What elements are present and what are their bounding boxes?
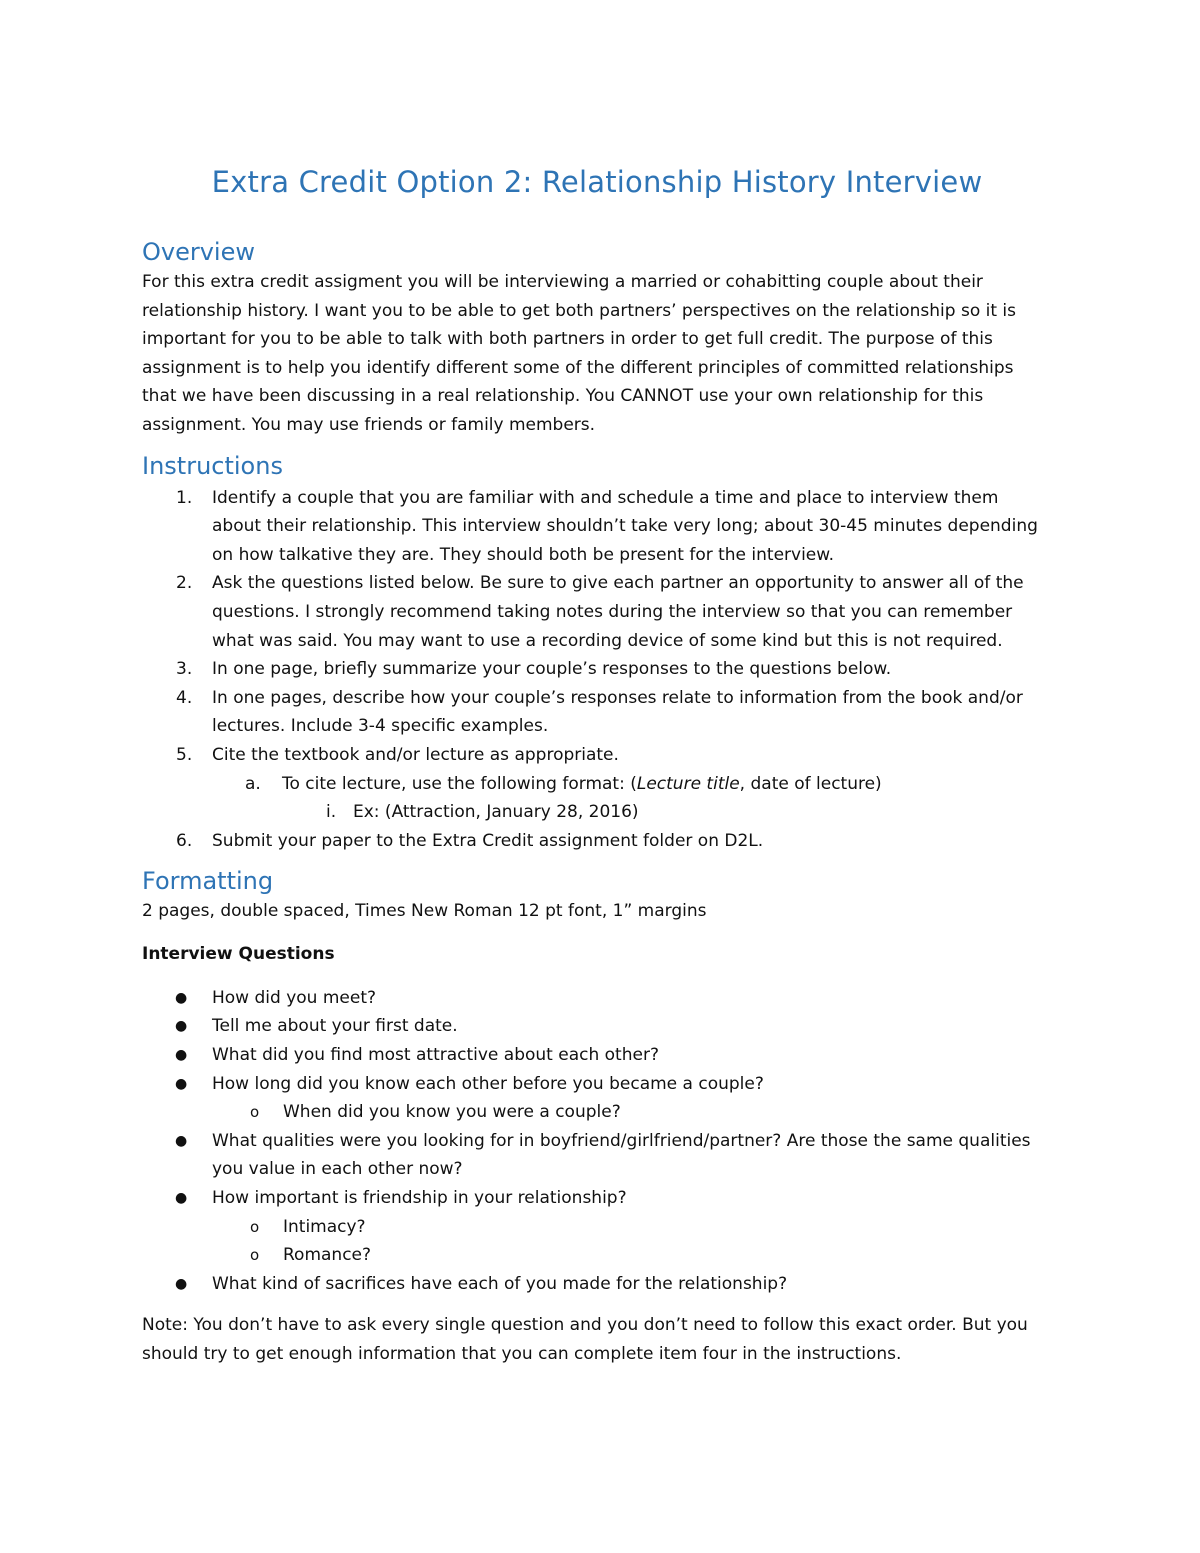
interview-questions-list-continued xyxy=(142,1127,1052,1213)
question-text: How long did you know each other before you became a couple? xyxy=(212,1073,764,1094)
instruction-step-3 xyxy=(142,655,1052,684)
instructions-list-continued xyxy=(142,827,1052,856)
step-number: 3. xyxy=(176,659,193,680)
substep-text: Ex: (Attraction, January 28, 2016) xyxy=(353,802,639,823)
step-number: 6. xyxy=(176,830,193,851)
question-text: What kind of sacrifices have each of you made for the relationship? xyxy=(212,1273,788,1294)
note-paragraph xyxy=(142,1311,1052,1369)
substep-suffix: , date of lecture) xyxy=(739,773,882,794)
substep-letter: a. xyxy=(245,773,261,794)
bullet-icon: ● xyxy=(175,1018,188,1035)
note-label: Note: xyxy=(142,1315,188,1336)
note-text: You don’t have to ask every single question and you don’t need to follow this exact order. But you should try to get enough information that you can complete item four in the instructions. xyxy=(142,1315,1028,1365)
question-subtext: Romance? xyxy=(283,1245,372,1266)
step-text: Identify a couple that you are familiar with and schedule a time and place to interview them about their relationship. This interview shouldn’t take very long; about 30-45 minutes depending on how talkative they are. They should both be present for the interview. xyxy=(212,487,1038,565)
bullet-icon: ● xyxy=(175,1275,188,1292)
sub-bullet-icon: o xyxy=(250,1217,260,1236)
question-item xyxy=(142,984,1052,1013)
question-subtext: When did you know you were a couple? xyxy=(283,1102,621,1123)
question-item xyxy=(142,1070,1052,1099)
instructions-list xyxy=(142,484,1052,770)
instruction-substep-i xyxy=(142,798,1052,827)
question-subitem xyxy=(142,1241,1052,1270)
formatting-heading: Formatting xyxy=(142,867,274,896)
interview-questions-list-final xyxy=(142,1270,1052,1299)
question-item xyxy=(142,1184,1052,1213)
question-subtext: Intimacy? xyxy=(283,1216,366,1237)
question-item xyxy=(142,1041,1052,1070)
interview-questions-heading: Interview Questions xyxy=(142,943,335,964)
overview-heading: Overview xyxy=(142,238,255,266)
question-text: How did you meet? xyxy=(212,987,377,1008)
step-number: 1. xyxy=(176,487,193,508)
document-title: Extra Credit Option 2: Relationship History Interview xyxy=(211,165,983,199)
step-text: In one pages, describe how your couple’s responses relate to information from the book and/or lectures. Include 3-4 specific examples. xyxy=(212,687,1023,737)
step-text: In one page, briefly summarize your couple’s responses to the questions below. xyxy=(212,659,892,680)
overview-text: For this extra credit assigment you will be interviewing a married or cohabitting couple about their relationship history. I want you to be able to get both partners’ perspectives on the relationship so it is important for you to be able to talk with both partners in order to get full credit. The purpose of this assignment is to help you identify different some of the different principles of committed relationships that we have been discussing in a real relationship. You CANNOT use your own relationship for this assignment. You may use friends or family members. xyxy=(142,272,1017,435)
step-text: Submit your paper to the Extra Credit assignment folder on D2L. xyxy=(212,830,764,851)
question-item xyxy=(142,1127,1052,1184)
step-number: 4. xyxy=(176,687,193,708)
question-text: What did you find most attractive about each other? xyxy=(212,1045,659,1066)
substep-italic: Lecture title xyxy=(636,773,740,794)
question-item xyxy=(142,1012,1052,1041)
question-subitem xyxy=(142,1213,1052,1242)
bullet-icon: ● xyxy=(175,1075,188,1092)
interview-questions-list xyxy=(142,984,1052,1098)
sub-bullet-icon: o xyxy=(250,1103,260,1122)
sub-bullet-icon: o xyxy=(250,1246,260,1265)
question-subitem xyxy=(142,1098,1052,1127)
bullet-icon: ● xyxy=(175,1132,188,1149)
step-number: 2. xyxy=(176,573,193,594)
bullet-icon: ● xyxy=(175,1190,188,1207)
substep-prefix: To cite lecture, use the following format: ( xyxy=(282,773,637,794)
question-text: What qualities were you looking for in boyfriend/girlfriend/partner? Are those the same qualities you value in each other now? xyxy=(212,1130,1031,1180)
instruction-step-6 xyxy=(142,827,1052,856)
instructions-heading: Instructions xyxy=(142,451,283,480)
step-text: Ask the questions listed below. Be sure to give each partner an opportunity to answer all of the questions. I strongly recommend taking notes during the interview so that you can remember what was said. You may want to use a recording device of some kind but this is not required. xyxy=(212,573,1024,651)
instruction-step-4 xyxy=(142,684,1052,741)
instruction-step-2 xyxy=(142,569,1052,655)
question-item xyxy=(142,1270,1052,1299)
step-text: Cite the textbook and/or lecture as appropriate. xyxy=(212,744,619,765)
instruction-substep-a xyxy=(142,770,1052,799)
substep-roman: i. xyxy=(326,802,337,823)
question-text: Tell me about your first date. xyxy=(212,1016,458,1037)
formatting-text: 2 pages, double spaced, Times New Roman 12 pt font, 1” margins xyxy=(142,901,707,922)
question-text: How important is friendship in your relationship? xyxy=(212,1188,627,1209)
step-number: 5. xyxy=(176,744,193,765)
instruction-step-5 xyxy=(142,741,1052,770)
bullet-icon: ● xyxy=(175,1047,188,1064)
bullet-icon: ● xyxy=(175,989,188,1006)
instruction-step-1 xyxy=(142,484,1052,570)
